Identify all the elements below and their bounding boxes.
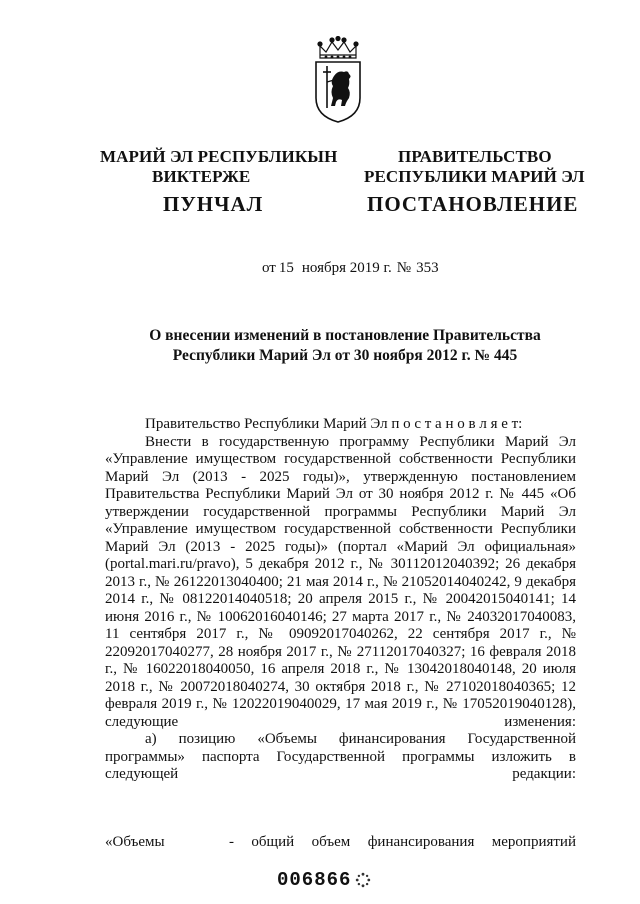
header-left-line1: МАРИЙ ЭЛ РЕСПУБЛИКЫН: [100, 147, 338, 166]
rosette-icon: [355, 872, 371, 888]
date-month-year: ноября 2019 г.: [301, 260, 392, 276]
document-number: 353: [416, 260, 439, 276]
document-body: [105, 416, 576, 784]
document-title-line2: Республики Марий Эл от 30 ноября 2012 г. № 445: [172, 347, 518, 364]
financing-table-name-cell: «Объемы: [105, 834, 165, 850]
header-left-line2: ВИКТЕРЖЕ: [152, 167, 251, 186]
date-day: 15: [278, 260, 294, 276]
coat-of-arms-icon: [312, 36, 364, 124]
header-left-doc-type: ПУНЧАЛ: [163, 192, 264, 216]
number-label: №: [396, 260, 412, 276]
body-paragraph-item-a: а) позицию «Объемы финансирования Государственной программы» паспорта Государственной программы изложить в следующей редакции:: [105, 731, 576, 782]
serial-number: 006866: [277, 869, 352, 891]
date-prefix: от: [262, 260, 276, 276]
header-right-line2: РЕСПУБЛИКИ МАРИЙ ЭЛ: [364, 167, 585, 186]
body-paragraph-amendments: Внести в государственную программу Республики Марий Эл «Управление имуществом государственной собственности Республики Марий Эл (2013 - 2025 годы)», утвержденную постановлением Правительства Республики Марий Эл от 30 ноября 2012 г. № 445 «Об утверждении государственной программы Республики Марий Эл «Управление имуществом государственной собственности Республики Марий Эл (2013 - 2025 годы)» (портал «Марий Эл официальная» (portal.mari.ru/pravo), 5 декабря 2012 г., № 30112012040392; 26 декабря 2013 г., № 26122013040400; 21 мая 2014 г., № 21052014040242, 9 декабря 2014 г., № 08122014040518; 20 апреля 2015 г., № 20042015040141; 14 июня 2016 г., № 10062016040146; 27 марта 2017 г., № 24032017040083, 11 сентября 2017 г., № 09092017040262, 22 сентября 2017 г., № 22092017040277, 28 ноября 2017 г., № 27112017040327; 16 февраля 2018 г., № 16022018040050, 16 апреля 2018 г., № 13042018040148, 20 июля 2018 г., № 20072018040274, 30 октября 2018 г., № 27102018040365; 12 февраля 2019 г., № 12022019040029, 17 мая 2019 г., № 17052019040128), следующие изменения:: [105, 433, 576, 730]
header-right-doc-type: ПОСТАНОВЛЕНИЕ: [367, 192, 579, 216]
financing-table-value-cell: - общий объем финансирования мероприятий: [229, 834, 576, 850]
body-paragraph-resolves: Правительство Республики Марий Эл п о с т а н о в л я е т:: [145, 416, 523, 432]
date-number-line: [262, 260, 439, 277]
financing-table-row: [105, 834, 576, 854]
document-title-line1: О внесении изменений в постановление Правительства: [149, 327, 541, 344]
header-right-line1: ПРАВИТЕЛЬСТВО: [398, 147, 552, 166]
